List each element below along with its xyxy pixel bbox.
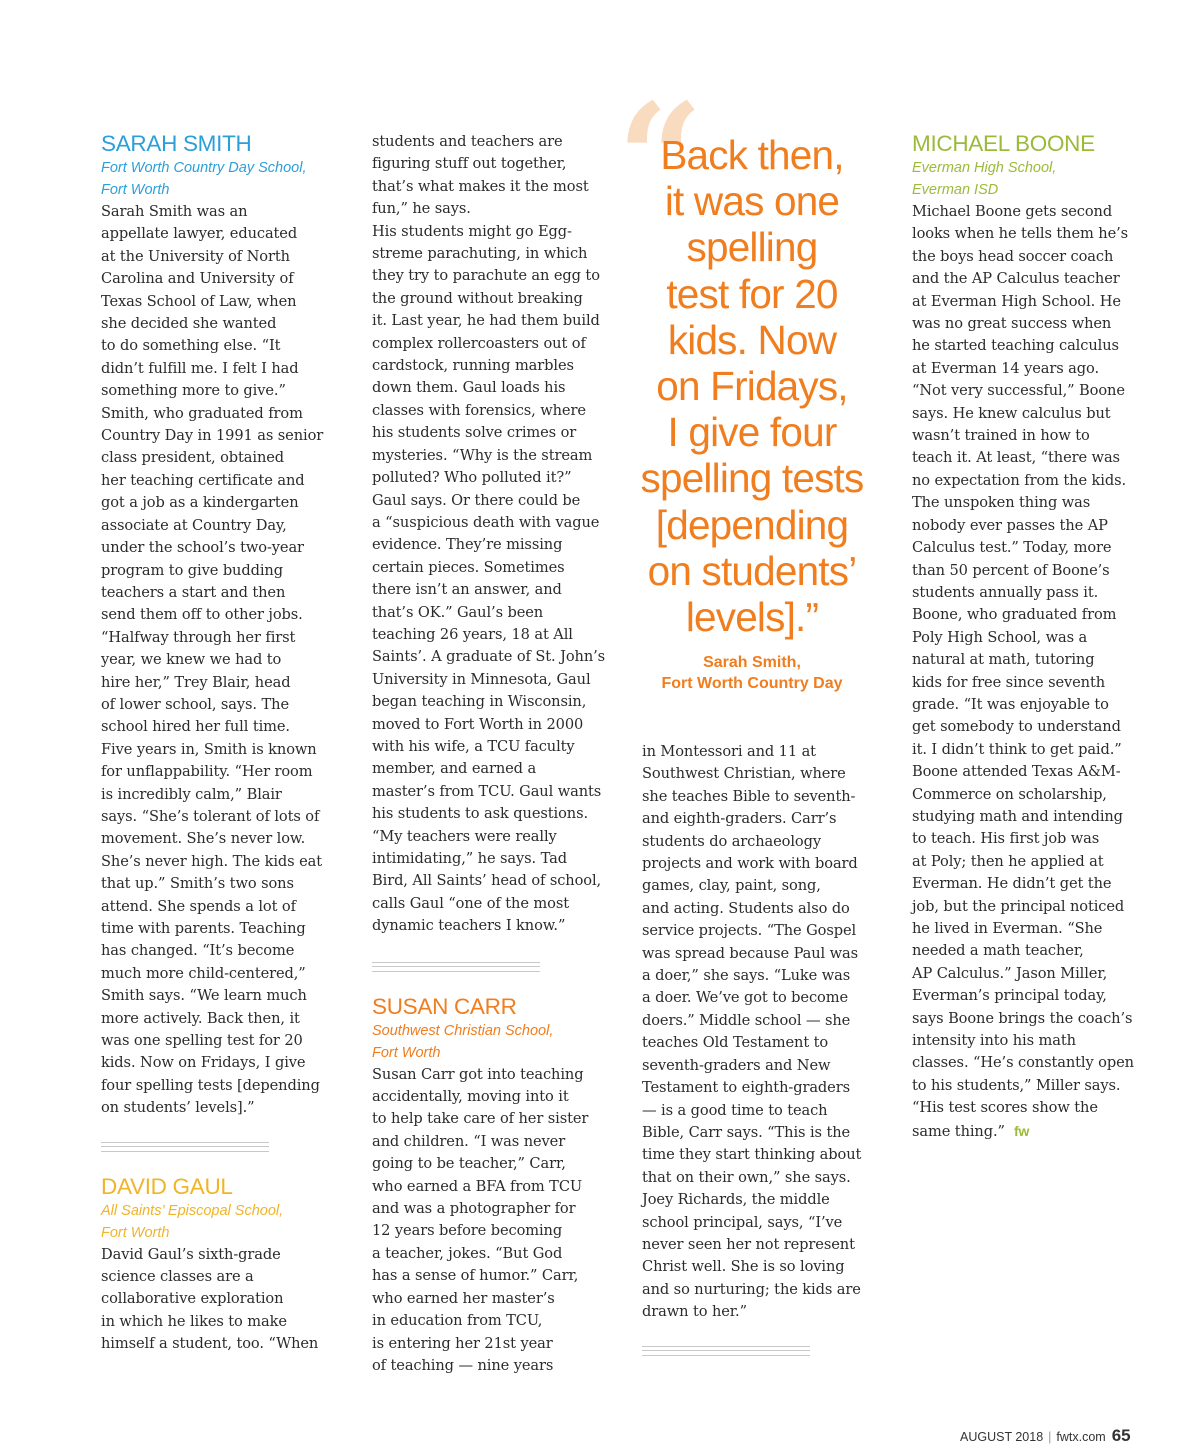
profile-name-sarah-smith: SARAH SMITH bbox=[101, 131, 252, 156]
text-line: in which he likes to make bbox=[101, 1312, 287, 1330]
pull-quote-text bbox=[617, 112, 887, 640]
profile-school-michael-boone: Everman High School, Everman ISD bbox=[912, 160, 1057, 198]
profile-body-susan-carr bbox=[372, 1064, 597, 1378]
text-line: intensity into his math bbox=[912, 1032, 1076, 1050]
text-line: says. He knew calculus but bbox=[912, 404, 1111, 422]
text-line: began teaching in Wisconsin, bbox=[372, 693, 587, 711]
text-line: Gaul says. Or there could be bbox=[372, 491, 581, 509]
text-line: was one spelling test for 20 bbox=[101, 1032, 303, 1050]
text-line: never seen her not represent bbox=[642, 1235, 855, 1253]
page-number: 65 bbox=[1111, 1426, 1131, 1445]
text-line: “His test scores show the bbox=[912, 1099, 1098, 1117]
text-line: Smith says. “We learn much bbox=[101, 987, 307, 1005]
text-line: his students to ask questions. bbox=[372, 805, 588, 823]
text-line: with his wife, a TCU faculty bbox=[372, 737, 575, 755]
text-line: Everman. He didn’t get the bbox=[912, 875, 1112, 893]
text-line: of teaching — nine years bbox=[372, 1356, 554, 1374]
text-line: Joey Richards, the middle bbox=[642, 1191, 830, 1209]
text-line: in Montessori and 11 at bbox=[642, 743, 816, 760]
text-line: that’s OK.” Gaul’s been bbox=[372, 603, 544, 621]
text-line: who earned a BFA from TCU bbox=[372, 1177, 583, 1195]
text-line: and was a photographer for bbox=[372, 1200, 576, 1218]
text-line: Back then, bbox=[660, 132, 844, 178]
text-line: there isn’t an answer, and bbox=[372, 581, 562, 599]
text-line: and so nurturing; the kids are bbox=[642, 1280, 861, 1298]
text-line: no expectation from the kids. bbox=[912, 471, 1127, 489]
text-line: and the AP Calculus teacher bbox=[912, 270, 1120, 288]
text-line: school hired her full time. bbox=[101, 718, 290, 736]
text-line: Southwest Christian, where bbox=[642, 765, 846, 783]
text-line: figuring stuff out together, bbox=[372, 155, 567, 173]
text-line: has a sense of humor.” Carr, bbox=[372, 1267, 579, 1285]
text-line: movement. She’s never low. bbox=[101, 830, 306, 848]
text-line: “My teachers were really bbox=[372, 827, 557, 845]
text-line: Country Day in 1991 as senior bbox=[101, 427, 324, 445]
text-line: at Everman High School. He bbox=[912, 292, 1121, 310]
profile-body-david-gaul bbox=[101, 1244, 331, 1356]
text-line: projects and work with board bbox=[642, 855, 858, 873]
column-4 bbox=[912, 131, 1137, 1143]
text-line: kids. Now on Fridays, I give bbox=[101, 1054, 306, 1072]
text-line: it. I didn’t think to get paid.” bbox=[912, 740, 1122, 758]
profile-body-david-gaul-continued bbox=[372, 131, 606, 938]
profile-name-susan-carr: SUSAN CARR bbox=[372, 993, 517, 1019]
text-line: AP Calculus.” Jason Miller, bbox=[912, 964, 1108, 982]
text-line: got a job as a kindergarten bbox=[101, 494, 299, 512]
sign-off-logo: fw bbox=[1013, 1122, 1030, 1139]
text-line: on students’ bbox=[647, 547, 857, 594]
text-line: and children. “I was never bbox=[372, 1132, 566, 1150]
profile-body-susan-carr-continued bbox=[642, 741, 867, 1324]
text-line: I give four bbox=[667, 409, 837, 456]
text-line: The unspoken thing was bbox=[912, 494, 1091, 512]
text-line: member, and earned a bbox=[372, 760, 537, 778]
text-line: on students’ levels].” bbox=[101, 1099, 255, 1117]
text-line: it was one bbox=[664, 178, 840, 225]
text-line: to do something else. “It bbox=[101, 337, 281, 355]
text-line: classes. “He’s constantly open bbox=[912, 1054, 1134, 1072]
text-line: collaborative exploration bbox=[101, 1290, 284, 1308]
text-line: students do archaeology bbox=[642, 832, 822, 850]
text-line: four spelling tests [depending bbox=[101, 1076, 320, 1094]
text-line: Boone, who graduated from bbox=[912, 606, 1117, 624]
text-line: same thing.” fw bbox=[912, 1122, 1030, 1140]
text-line: they try to parachute an egg to bbox=[372, 267, 600, 285]
text-line: spelling tests bbox=[640, 455, 864, 502]
text-line: students and teachers are bbox=[372, 133, 563, 150]
text-line: associate at Country Day, bbox=[101, 516, 287, 534]
text-line: games, clay, paint, song, bbox=[642, 877, 821, 895]
text-line: Smith, who graduated from bbox=[101, 404, 303, 422]
text-line: send them off to other jobs. bbox=[101, 606, 303, 624]
pull-quote bbox=[617, 71, 887, 694]
text-line: mysteries. “Why is the stream bbox=[372, 446, 593, 464]
text-line: studying math and intending bbox=[912, 807, 1123, 825]
text-line: spelling bbox=[686, 224, 818, 271]
text-line: on Fridays, bbox=[656, 363, 848, 410]
text-line: get somebody to understand bbox=[912, 718, 1121, 736]
text-line: cardstock, running marbles bbox=[372, 357, 574, 375]
text-line: accidentally, moving into it bbox=[372, 1088, 569, 1106]
text-line: Commerce on scholarship, bbox=[912, 785, 1107, 803]
text-line: school principal, says, “I’ve bbox=[642, 1213, 843, 1231]
profile-name-david-gaul: DAVID GAUL bbox=[101, 1173, 233, 1199]
text-line: Boone attended Texas A&M- bbox=[912, 763, 1121, 781]
section-divider bbox=[642, 1346, 810, 1356]
text-line: hire her,” Trey Blair, head bbox=[101, 673, 291, 691]
text-line: calls Gaul “one of the most bbox=[372, 894, 569, 912]
text-line: for unflappability. “Her room bbox=[101, 763, 313, 781]
text-line: under the school’s two-year bbox=[101, 539, 304, 557]
text-line: to help take care of her sister bbox=[372, 1110, 589, 1128]
page-footer-info bbox=[960, 1426, 1131, 1446]
text-line: teachers a start and then bbox=[101, 583, 286, 601]
text-line: certain pieces. Sometimes bbox=[372, 558, 565, 576]
profile-school-susan-carr: Southwest Christian School, Fort Worth bbox=[372, 1022, 554, 1061]
footer-issue: AUGUST 2018 bbox=[960, 1430, 1044, 1444]
text-line: “Not very successful,” Boone bbox=[912, 382, 1125, 400]
text-line: says Boone brings the coach’s bbox=[912, 1009, 1133, 1027]
text-line: levels].” bbox=[685, 594, 819, 641]
text-line: drawn to her.” bbox=[642, 1303, 747, 1321]
text-line: time with parents. Teaching bbox=[101, 920, 306, 937]
text-line: is entering her 21st year bbox=[372, 1334, 553, 1352]
text-line: David Gaul’s sixth-grade bbox=[101, 1245, 281, 1263]
text-line: the boys head soccer coach bbox=[912, 247, 1114, 265]
text-line: is incredibly calm,” Blair bbox=[101, 785, 282, 803]
text-line: doers.” Middle school — she bbox=[642, 1011, 851, 1029]
text-line: was spread because Paul was bbox=[642, 944, 859, 962]
text-line: program to give budding bbox=[101, 561, 283, 579]
text-line: class president, obtained bbox=[101, 449, 285, 467]
text-line: fun,” he says. bbox=[372, 200, 471, 218]
text-line: in education from TCU, bbox=[372, 1312, 543, 1330]
text-line: that on their own,” she says. bbox=[642, 1168, 851, 1186]
text-line: something more to give.” bbox=[101, 382, 286, 400]
text-line: “Halfway through her first bbox=[101, 628, 296, 646]
text-line: the ground without breaking bbox=[372, 289, 583, 307]
text-line: nobody ever passes the AP bbox=[912, 516, 1108, 534]
text-line: much more child-centered,” bbox=[101, 964, 306, 982]
profile-name-michael-boone: MICHAEL BOONE bbox=[912, 131, 1095, 156]
text-line: evidence. They’re missing bbox=[372, 536, 563, 554]
text-line: Five years in, Smith is known bbox=[101, 740, 317, 758]
text-line: dynamic teachers I know.” bbox=[372, 917, 566, 935]
text-line: Bird, All Saints’ head of school, bbox=[372, 872, 602, 890]
text-line: she teaches Bible to seventh- bbox=[642, 787, 856, 805]
text-line: Susan Carr got into teaching bbox=[372, 1065, 584, 1083]
text-line: seventh-graders and New bbox=[642, 1056, 831, 1074]
text-line: Testament to eighth-graders bbox=[642, 1079, 850, 1097]
text-line: classes with forensics, where bbox=[372, 401, 586, 419]
text-line: at Poly; then he applied at bbox=[912, 852, 1104, 870]
profile-school-david-gaul: All Saints’ Episcopal School, Fort Worth bbox=[101, 1202, 284, 1241]
text-line: she decided she wanted bbox=[101, 315, 277, 333]
text-line: Texas School of Law, when bbox=[101, 292, 297, 310]
text-line: University in Minnesota, Gaul bbox=[372, 670, 591, 688]
text-line: polluted? Who polluted it?” bbox=[372, 469, 572, 487]
text-line: that up.” Smith’s two sons bbox=[101, 875, 294, 893]
text-line: at the University of North bbox=[101, 247, 290, 265]
text-line: moved to Fort Worth in 2000 bbox=[372, 715, 584, 733]
text-line: Saints’. A graduate of St. John’s bbox=[372, 648, 606, 666]
text-line: more actively. Back then, it bbox=[101, 1009, 300, 1027]
text-line: looks when he tells them he’s bbox=[912, 225, 1129, 243]
text-line: a “suspicious death with vague bbox=[372, 513, 600, 531]
text-line: kids. Now bbox=[667, 316, 837, 363]
text-line: [depending bbox=[655, 501, 849, 548]
text-line: 12 years before becoming bbox=[372, 1222, 563, 1240]
text-line: down them. Gaul loads his bbox=[372, 379, 566, 397]
column-2 bbox=[372, 131, 606, 1377]
section-divider bbox=[101, 1142, 269, 1152]
text-line: Poly High School, was a bbox=[912, 628, 1088, 646]
text-line: appellate lawyer, educated bbox=[101, 225, 298, 243]
text-line: was no great success when bbox=[912, 315, 1112, 333]
text-line: kids for free since seventh bbox=[912, 673, 1106, 691]
text-line: he started teaching calculus bbox=[912, 337, 1119, 355]
text-line: intimidating,” he says. Tad bbox=[372, 850, 567, 867]
text-line: who earned her master’s bbox=[372, 1289, 555, 1307]
text-line: teaches Old Testament to bbox=[642, 1034, 829, 1052]
text-line: Calculus test.” Today, more bbox=[912, 539, 1112, 557]
text-line: her teaching certificate and bbox=[101, 471, 305, 489]
section-divider bbox=[372, 962, 540, 972]
text-line: Everman’s principal today, bbox=[912, 987, 1107, 1005]
quote-mark-icon: “ bbox=[617, 71, 704, 247]
text-line: science classes are a bbox=[101, 1268, 254, 1286]
text-line: and acting. Students also do bbox=[642, 899, 850, 917]
text-line: Michael Boone gets second bbox=[912, 203, 1113, 220]
text-line: Christ well. She is so loving bbox=[642, 1258, 845, 1276]
text-line: teach it. At least, “there was bbox=[912, 449, 1120, 467]
text-line: Bible, Carr says. “This is the bbox=[642, 1123, 851, 1141]
text-line: — is a good time to teach bbox=[642, 1101, 828, 1119]
text-line: attend. She spends a lot of bbox=[101, 897, 296, 915]
profile-school-sarah-smith: Fort Worth Country Day School, Fort Worth bbox=[101, 160, 307, 198]
profile-body-michael-boone bbox=[912, 201, 1137, 1143]
text-line: grade. “It was enjoyable to bbox=[912, 695, 1109, 713]
text-line: that’s what makes it the most bbox=[372, 177, 589, 195]
footer-site: fwtx.com bbox=[1056, 1430, 1106, 1444]
text-line: year, we knew we had to bbox=[101, 651, 282, 669]
text-line: streme parachuting, in which bbox=[372, 245, 588, 263]
text-line: service projects. “The Gospel bbox=[642, 922, 857, 940]
column-1 bbox=[101, 131, 331, 1356]
profile-body-sarah-smith bbox=[101, 201, 331, 1120]
text-line: himself a student, too. “When bbox=[101, 1335, 319, 1353]
text-line: a doer. We’ve got to become bbox=[642, 989, 848, 1007]
text-line: to teach. His first job was bbox=[912, 830, 1100, 848]
text-line: than 50 percent of Boone’s bbox=[912, 561, 1110, 579]
text-line: needed a math teacher, bbox=[912, 942, 1084, 960]
text-line: says. “She’s tolerant of lots of bbox=[101, 807, 320, 825]
text-line: a doer,” she says. “Luke was bbox=[642, 967, 851, 985]
text-line: his students solve crimes or bbox=[372, 424, 577, 442]
text-line: teaching 26 years, 18 at All bbox=[372, 625, 573, 643]
text-line: going to be teacher,” Carr, bbox=[372, 1155, 566, 1173]
column-3 bbox=[642, 741, 867, 1356]
text-line: to his students,” Miller says. bbox=[912, 1076, 1121, 1094]
text-line: His students might go Egg- bbox=[372, 222, 572, 240]
text-line: time they start thinking about bbox=[642, 1146, 862, 1164]
text-line: has changed. “It’s become bbox=[101, 942, 295, 960]
pull-quote-attribution: Sarah Smith, Fort Worth Country Day bbox=[661, 654, 843, 693]
text-line: master’s from TCU. Gaul wants bbox=[372, 782, 602, 800]
text-line: job, but the principal noticed bbox=[912, 897, 1125, 915]
footer-separator: | bbox=[1048, 1430, 1052, 1444]
text-line: of lower school, says. The bbox=[101, 695, 289, 713]
text-line: students annually pass it. bbox=[912, 583, 1099, 601]
text-line: didn’t fulfill me. I felt I had bbox=[101, 359, 299, 377]
text-line: Sarah Smith was an bbox=[101, 203, 248, 220]
text-line: natural at math, tutoring bbox=[912, 651, 1095, 669]
text-line: and eighth-graders. Carr’s bbox=[642, 810, 837, 828]
text-line: wasn’t trained in how to bbox=[912, 427, 1090, 445]
text-line: it. Last year, he had them build bbox=[372, 312, 600, 330]
text-line: he lived in Everman. “She bbox=[912, 920, 1103, 937]
text-line: test for 20 bbox=[666, 270, 838, 317]
text-line: She’s never high. The kids eat bbox=[101, 852, 323, 870]
text-line: complex rollercoasters out of bbox=[372, 334, 586, 352]
text-line: a teacher, jokes. “But God bbox=[372, 1244, 563, 1262]
text-line: Carolina and University of bbox=[101, 270, 294, 288]
text-line: at Everman 14 years ago. bbox=[912, 359, 1099, 377]
